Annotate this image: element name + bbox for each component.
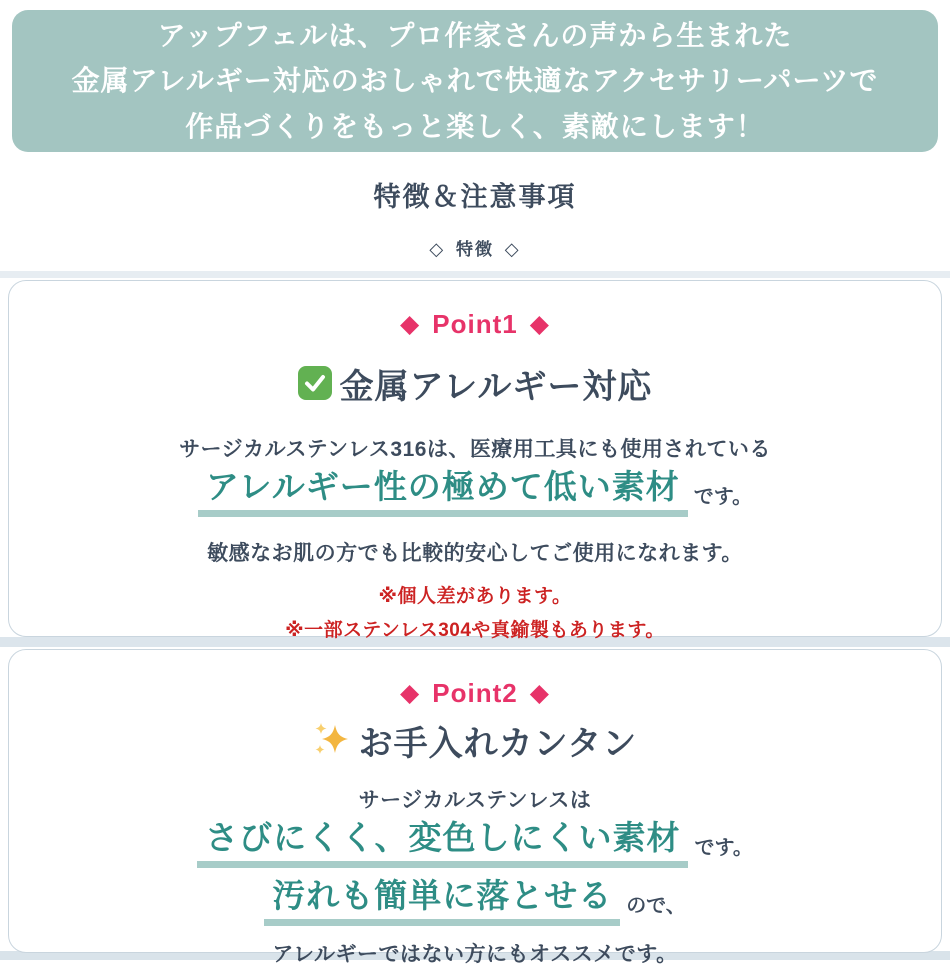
point1-body-2: 敏感なお肌の方でも比較的安心してご使用になれます。 bbox=[207, 542, 743, 565]
point2-highlight-1: さびにくく、変色しにくい素材 bbox=[197, 818, 688, 868]
point2-highlight-line-2 bbox=[9, 878, 941, 926]
open-diamond-icon: ◇ bbox=[429, 239, 446, 259]
point1-highlight-line bbox=[9, 469, 941, 517]
intro-banner bbox=[12, 10, 938, 152]
point2-title bbox=[9, 720, 941, 763]
banner-line-1: アップフェルは、プロ作家さんの声から生まれた bbox=[157, 19, 793, 51]
point1-note-1: ※個人差があります。 bbox=[378, 586, 572, 607]
section-title: 特徴＆注意事項 bbox=[373, 182, 577, 212]
point2-label bbox=[9, 678, 941, 708]
point1-title bbox=[9, 363, 941, 406]
pink-diamond-icon: ◆ bbox=[400, 678, 421, 707]
point1-label bbox=[9, 309, 941, 339]
point1-title-text: 金属アレルギー対応 bbox=[339, 367, 653, 406]
divider-band-top bbox=[0, 271, 950, 278]
point1-highlight-suffix: です。 bbox=[693, 486, 753, 508]
check-icon bbox=[298, 366, 332, 400]
point2-card bbox=[8, 649, 942, 966]
pink-diamond-icon: ◆ bbox=[529, 678, 550, 707]
section-subtitle bbox=[0, 235, 950, 260]
point1-body-1: サージカルステンレス316は、医療用工具にも使用されている bbox=[179, 438, 771, 461]
point2-highlight-1-suffix: です。 bbox=[694, 837, 753, 859]
point2-highlight-2: 汚れも簡単に落とせる bbox=[264, 876, 620, 926]
point1-highlight: アレルギー性の極めて低い素材 bbox=[198, 467, 688, 517]
point2-highlight-line-1 bbox=[9, 820, 941, 868]
banner-line-2: 金属アレルギー対応のおしゃれで快適なアクセサリーパーツで bbox=[71, 65, 879, 97]
point1-card bbox=[8, 280, 942, 641]
point1-note-2: ※一部ステンレス304や真鍮製もあります。 bbox=[285, 620, 665, 641]
section-subtitle-label: 特徴 bbox=[456, 240, 494, 259]
close-diamond-icon: ◇ bbox=[504, 239, 521, 259]
pink-diamond-icon: ◆ bbox=[400, 309, 421, 338]
pink-diamond-icon: ◆ bbox=[529, 309, 550, 338]
point2-body-1: サージカルステンレスは bbox=[358, 789, 592, 812]
point1-label-text: Point1 bbox=[432, 308, 518, 339]
point2-label-text: Point2 bbox=[432, 677, 518, 708]
banner-line-3: 作品づくりをもっと楽しく、素敵にします！ bbox=[185, 110, 765, 142]
point2-body-2: アレルギーではない方にもオススメです。 bbox=[272, 943, 678, 966]
point2-highlight-2-suffix: ので、 bbox=[626, 895, 686, 917]
point2-title-text: お手入れカンタン bbox=[358, 724, 638, 763]
sparkles-icon bbox=[313, 721, 351, 759]
